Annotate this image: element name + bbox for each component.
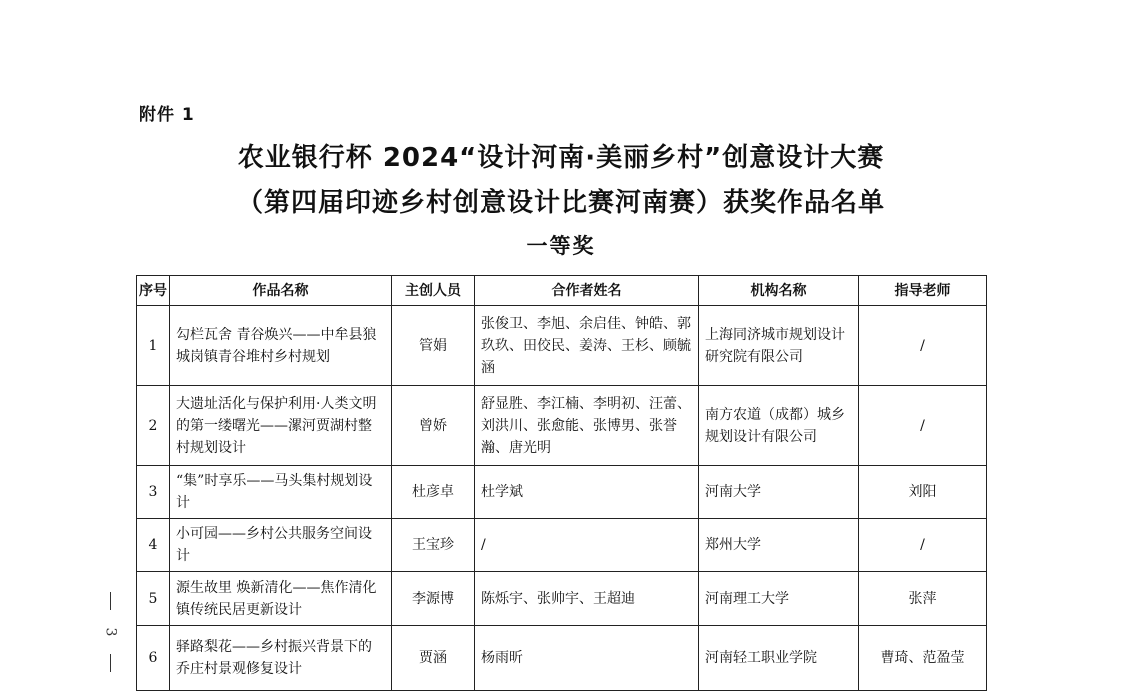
header-work-title: 作品名称 [170, 276, 392, 306]
table-row [137, 572, 987, 626]
row-collaborators: 杨雨昕 [475, 626, 699, 691]
header-advisor: 指导老师 [859, 276, 987, 306]
row-no: 1 [137, 306, 170, 386]
row-collaborators: 杜学斌 [475, 466, 699, 519]
row-lead-creator: 管娟 [392, 306, 475, 386]
row-organization: 河南理工大学 [699, 572, 859, 626]
row-advisor: 曹琦、范盈莹 [859, 626, 987, 691]
row-work-title: “集”时享乐——马头集村规划设计 [170, 466, 392, 519]
row-lead-creator: 杜彦卓 [392, 466, 475, 519]
row-advisor: / [859, 306, 987, 386]
page-number [100, 592, 120, 672]
row-advisor: 刘阳 [859, 466, 987, 519]
row-lead-creator: 贾涵 [392, 626, 475, 691]
document-title-line-1: 农业银行杯 2024“设计河南·美丽乡村”创意设计大赛 [237, 143, 885, 173]
row-lead-creator: 王宝珍 [392, 519, 475, 572]
row-collaborators: 张俊卫、李旭、余启佳、钟皓、郭玖玖、田佼民、姜涛、王杉、顾毓涵 [475, 306, 699, 386]
page-number-dash-bottom [110, 654, 111, 672]
table-row [137, 626, 987, 691]
table-row [137, 519, 987, 572]
row-organization: 河南轻工职业学院 [699, 626, 859, 691]
row-collaborators: 舒显胜、李江楠、李明初、汪蕾、刘洪川、张愈能、张博男、张誉瀚、唐光明 [475, 386, 699, 466]
row-advisor: 张萍 [859, 572, 987, 626]
row-collaborators: 陈烁宇、张帅宇、王超迪 [475, 572, 699, 626]
page-number-value: 3 [101, 627, 118, 637]
table-row [137, 386, 987, 466]
table-row [137, 306, 987, 386]
row-lead-creator: 李源博 [392, 572, 475, 626]
header-no: 序号 [137, 276, 170, 306]
header-organization: 机构名称 [699, 276, 859, 306]
row-work-title: 驿路梨花——乡村振兴背景下的乔庄村景观修复设计 [170, 626, 392, 691]
row-organization: 郑州大学 [699, 519, 859, 572]
row-organization: 上海同济城市规划设计研究院有限公司 [699, 306, 859, 386]
row-no: 2 [137, 386, 170, 466]
header-collaborators: 合作者姓名 [475, 276, 699, 306]
row-no: 4 [137, 519, 170, 572]
awards-table [136, 275, 987, 691]
document-title-line-2: （第四届印迹乡村创意设计比赛河南赛）获奖作品名单 [236, 188, 885, 218]
row-work-title: 源生故里 焕新清化——焦作清化镇传统民居更新设计 [170, 572, 392, 626]
attachment-label: 附件 1 [139, 105, 195, 125]
row-no: 5 [137, 572, 170, 626]
prize-level-heading: 一等奖 [526, 234, 596, 258]
row-organization: 南方农道（成都）城乡规划设计有限公司 [699, 386, 859, 466]
row-collaborators: / [475, 519, 699, 572]
page-number-dash-top [110, 592, 111, 610]
row-no: 6 [137, 626, 170, 691]
row-advisor: / [859, 519, 987, 572]
row-work-title: 勾栏瓦舍 青谷焕兴——中牟县狼城岗镇青谷堆村乡村规划 [170, 306, 392, 386]
row-advisor: / [859, 386, 987, 466]
row-no: 3 [137, 466, 170, 519]
row-lead-creator: 曾娇 [392, 386, 475, 466]
row-work-title: 小可园——乡村公共服务空间设计 [170, 519, 392, 572]
table-header-row [137, 276, 987, 306]
header-lead-creator: 主创人员 [392, 276, 475, 306]
row-work-title: 大遗址活化与保护利用·人类文明的第一缕曙光——漯河贾湖村整村规划设计 [170, 386, 392, 466]
row-organization: 河南大学 [699, 466, 859, 519]
table-row [137, 466, 987, 519]
